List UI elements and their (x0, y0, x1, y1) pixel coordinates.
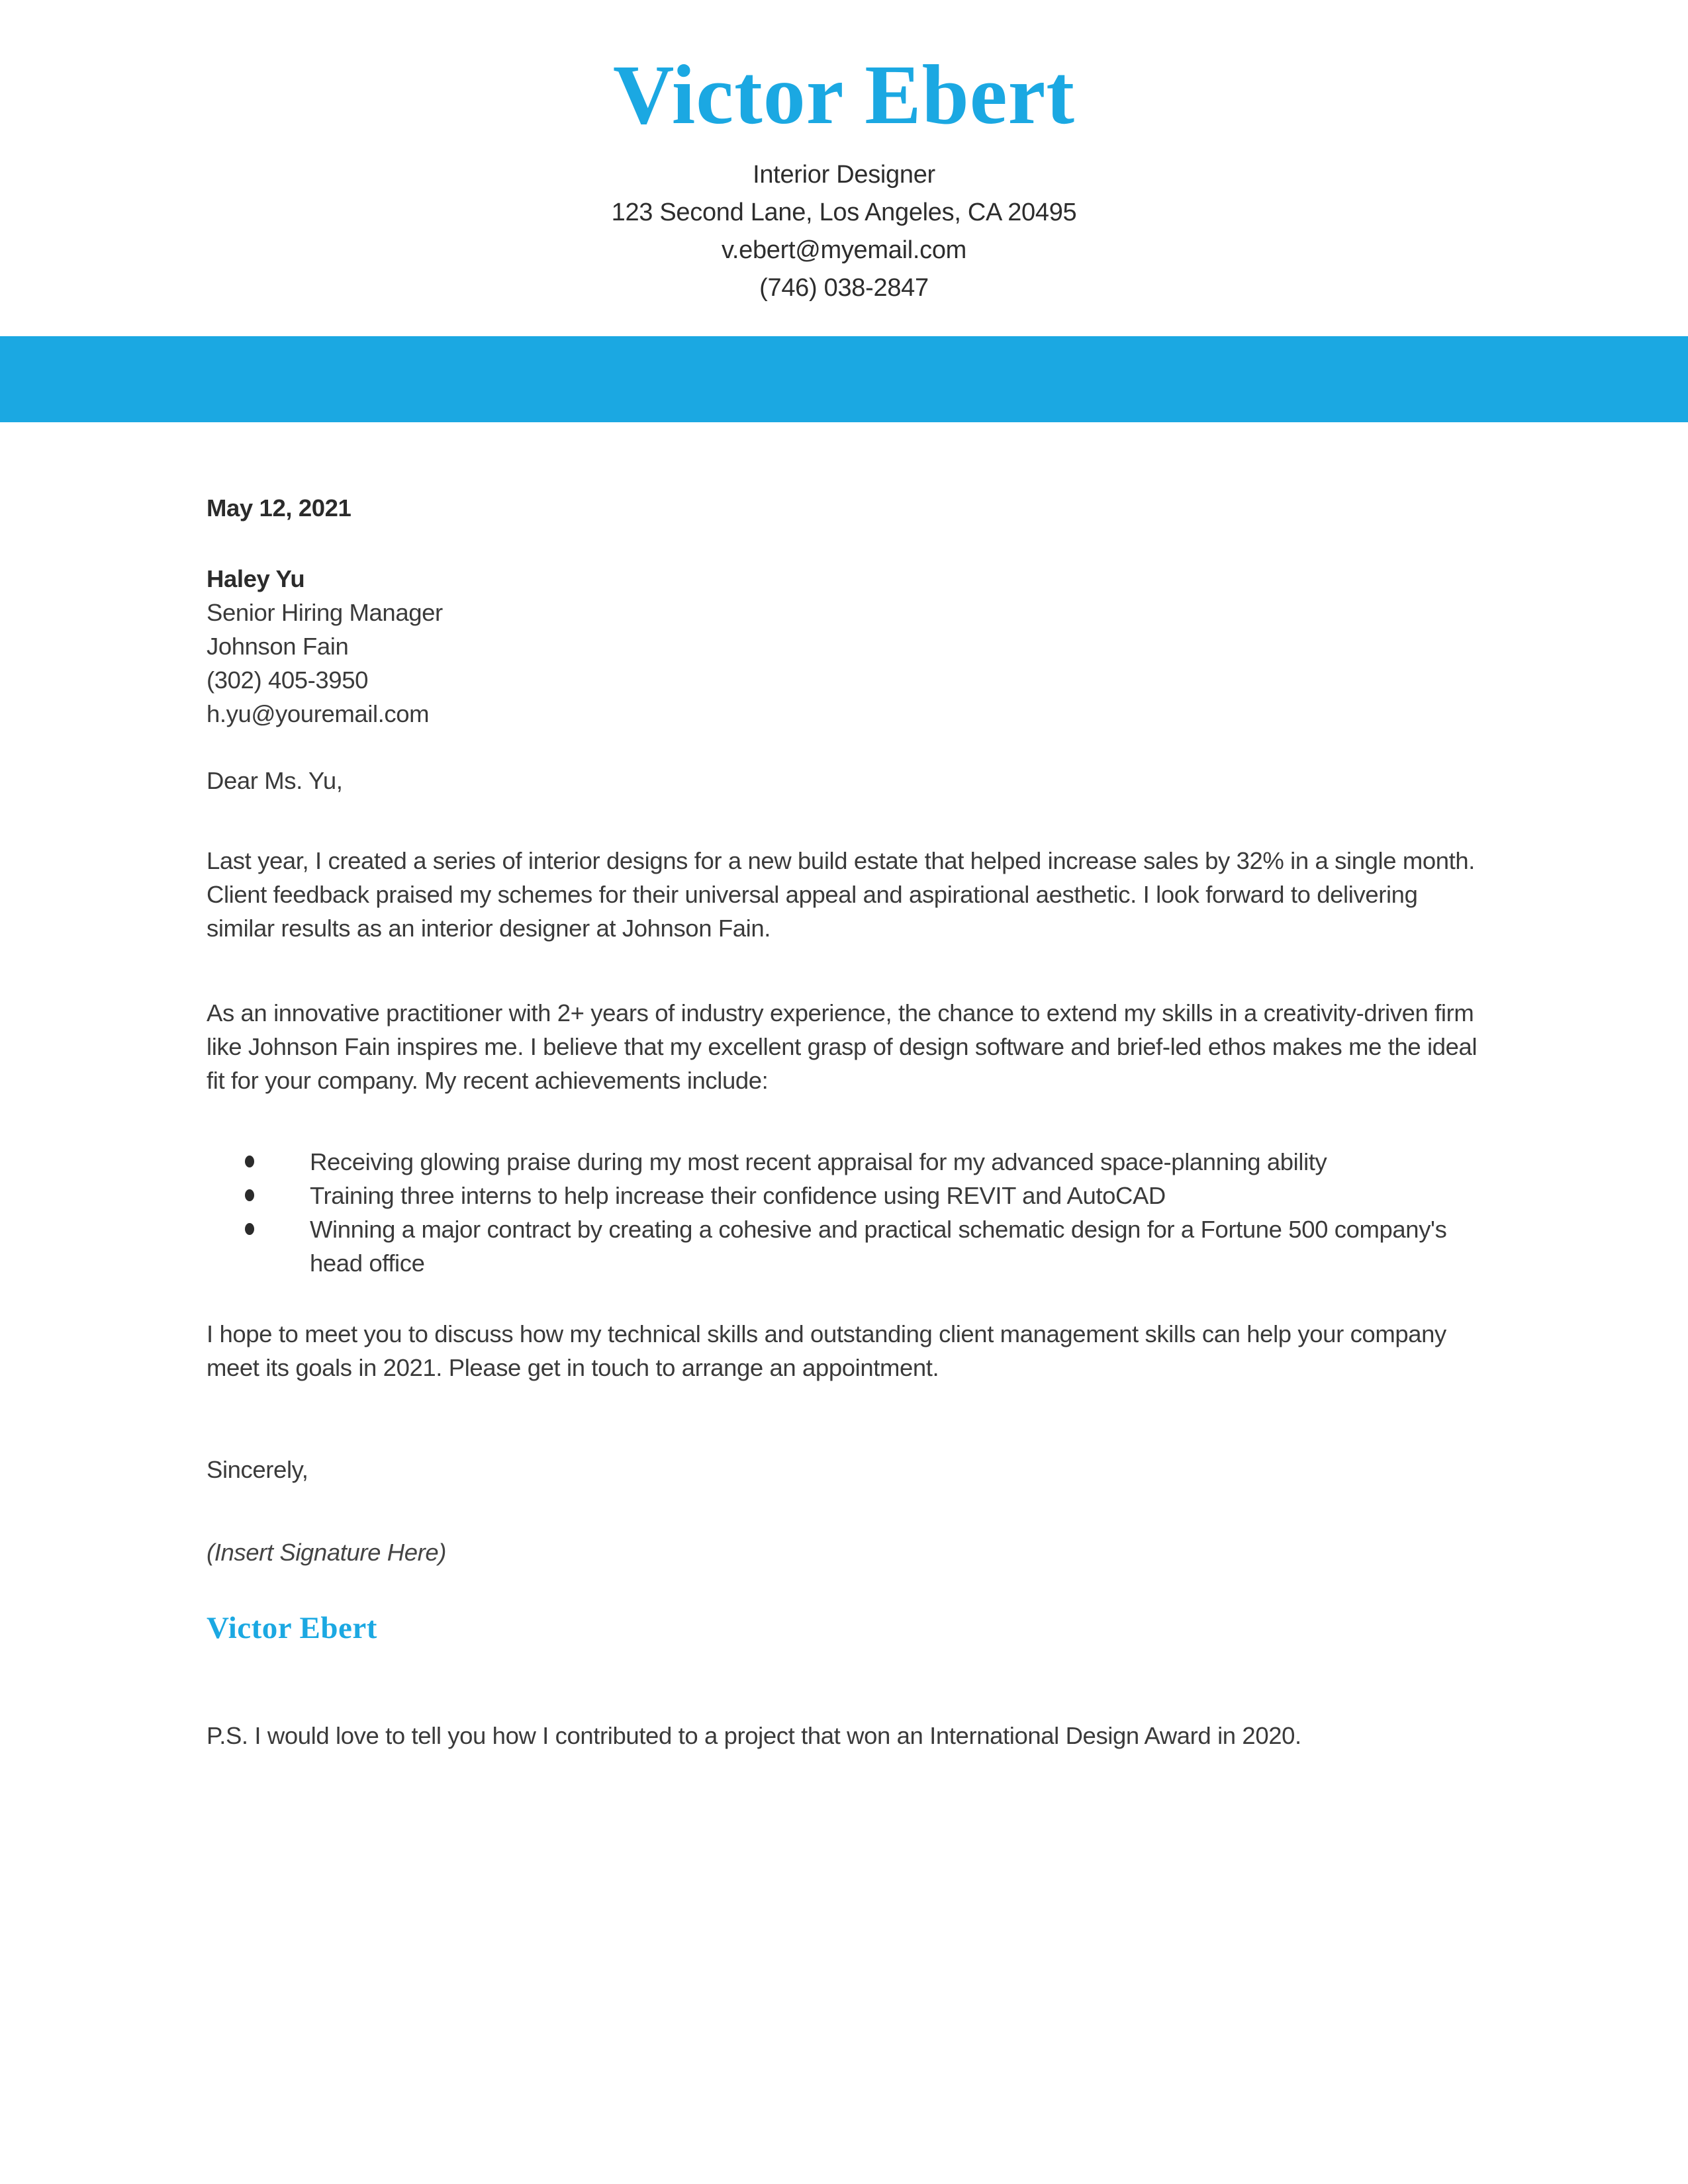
signature-placeholder: (Insert Signature Here) (207, 1539, 447, 1567)
salutation: Dear Ms. Yu, (207, 767, 343, 795)
second-paragraph: As an innovative practitioner with 2+ years of industry experience, the chance to extend my skills in a creativity-driven firm like Johnson Fain inspires me. I believe that my excellent grasp of design software and brief-led ethos makes me the ideal fit for your company. My recent achievements include: (207, 999, 1477, 1095)
achievement-item: Training three interns to help increase their confidence using REVIT and AutoCAD (207, 1179, 1481, 1212)
recipient-role: Senior Hiring Manager (207, 599, 443, 627)
recipient-block (207, 562, 1481, 731)
recipient-phone: (302) 405-3950 (207, 666, 369, 694)
recipient-name: Haley Yu (207, 565, 305, 593)
achievement-item: Receiving glowing praise during my most recent appraisal for my advanced space-planning ability (207, 1145, 1481, 1179)
letter-header (0, 0, 1688, 307)
achievement-item: Winning a major contract by creating a cohesive and practical schematic design for a Fortune 500 company's head office (207, 1212, 1481, 1280)
accent-divider-bar (0, 336, 1688, 422)
intro-paragraph: Last year, I created a series of interior designs for a new build estate that helped increase sales by 32% in a single month. Client feedback praised my schemes for their universal appeal and aspirational aesthetic. I look forward to delivering similar results as an interior designer at Johnson Fain. (207, 847, 1476, 942)
closing-paragraph: I hope to meet you to discuss how my technical skills and outstanding client management skills can help your company meet its goals in 2021. Please get in touch to arrange an appointment. (207, 1320, 1446, 1382)
recipient-company: Johnson Fain (207, 633, 349, 660)
postscript: P.S. I would love to tell you how I contributed to a project that won an International Design Award in 2020. (207, 1722, 1301, 1750)
letter-date: May 12, 2021 (207, 494, 352, 522)
applicant-contact-block (0, 156, 1688, 307)
applicant-name: Victor Ebert (613, 48, 1075, 142)
applicant-address: 123 Second Lane, Los Angeles, CA 20495 (611, 199, 1077, 227)
achievements-list (207, 1145, 1481, 1280)
applicant-title: Interior Designer (753, 161, 935, 189)
letter-body (0, 491, 1688, 1752)
signature-name: Victor Ebert (207, 1611, 377, 1646)
signoff: Sincerely, (207, 1456, 308, 1484)
applicant-email: v.ebert@myemail.com (721, 236, 967, 265)
applicant-phone: (746) 038-2847 (759, 274, 929, 302)
recipient-email: h.yu@youremail.com (207, 700, 430, 728)
